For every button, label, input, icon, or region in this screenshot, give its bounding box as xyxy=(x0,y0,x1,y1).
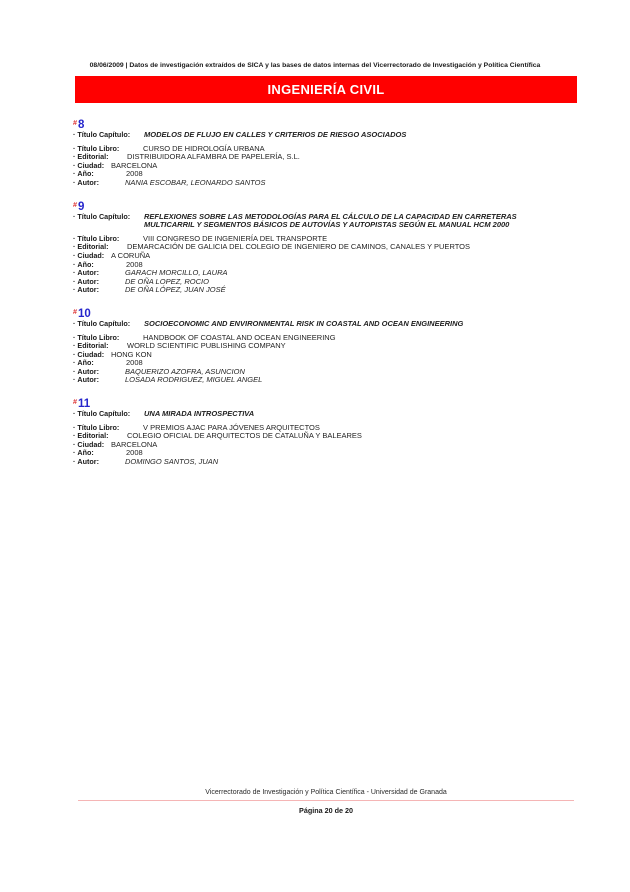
field-row-autor xyxy=(73,376,577,385)
field-label: · Ciudad: xyxy=(73,349,105,359)
field-row-titulo-capitulo xyxy=(73,213,577,230)
bullet-marker: · xyxy=(73,431,76,441)
publication-entry xyxy=(73,116,577,188)
publication-entry xyxy=(73,305,577,385)
field-label: · Autor: xyxy=(73,457,99,467)
hash-symbol: # xyxy=(73,306,77,316)
bullet-marker: · xyxy=(73,409,76,419)
field-label: · Editorial: xyxy=(73,431,109,441)
footer-institution: Vicerrectorado de Investigación y Política Científica - Universidad de Granada xyxy=(205,789,447,796)
editorial-value: DEMARCACIÓN DE GALICIA DEL COLEGIO DE INGENIERO DE CAMINOS, CANALES Y PUERTOS xyxy=(127,242,471,252)
entry-number xyxy=(73,198,577,213)
ciudad-value: BARCELONA xyxy=(111,160,158,170)
field-label: · Título Libro: xyxy=(73,143,120,153)
field-label: · Título Libro: xyxy=(73,422,120,432)
report-meta-line: 08/06/2009 | Datos de investigación extraídos de SICA y las bases de datos internas del Vicerrectorado de Investigación y Política Científica xyxy=(89,62,541,69)
field-row-autor xyxy=(73,458,577,467)
bullet-marker: · xyxy=(73,276,76,286)
bullet-marker: · xyxy=(73,439,76,449)
field-label: · Editorial: xyxy=(73,152,109,162)
editorial-value: COLEGIO OFICIAL DE ARQUITECTOS DE CATALUÑA Y BALEARES xyxy=(127,431,362,441)
titulo-capitulo-value: SOCIOECONOMIC AND ENVIRONMENTAL RISK IN COASTAL AND OCEAN ENGINEERING xyxy=(144,318,464,328)
autor-value: NANIA ESCOBAR, LEONARDO SANTOS xyxy=(125,177,266,187)
entry-number-value: 11 xyxy=(78,398,91,411)
bullet-marker: · xyxy=(73,349,76,359)
field-row-titulo-capitulo xyxy=(73,131,577,140)
field-row-titulo-capitulo xyxy=(73,320,577,329)
field-label: · Editorial: xyxy=(73,341,109,351)
field-label: · Año: xyxy=(73,448,94,458)
autor-value: DE OÑA LÓPEZ, JUAN JOSÉ xyxy=(125,285,226,295)
hash-symbol: # xyxy=(73,118,77,127)
bullet-marker: · xyxy=(73,259,76,269)
field-label: · Editorial: xyxy=(73,242,109,252)
bullet-marker: · xyxy=(73,332,76,342)
field-row-ciudad xyxy=(73,252,577,261)
field-label: · Año: xyxy=(73,358,94,368)
ciudad-value: A CORUÑA xyxy=(111,250,151,260)
publication-list xyxy=(73,116,577,477)
bullet-marker: · xyxy=(73,160,76,170)
field-row-ciudad xyxy=(73,441,577,450)
titulo-libro-value: VIII CONGRESO DE INGENIERÍA DEL TRANSPORTE xyxy=(143,233,328,243)
field-label: · Ciudad: xyxy=(73,439,105,449)
field-row-autor xyxy=(73,286,577,295)
bullet-marker: · xyxy=(73,250,76,260)
field-label: · Autor: xyxy=(73,177,99,187)
bullet-marker: · xyxy=(73,457,76,467)
bullet-marker: · xyxy=(73,177,76,187)
bullet-marker: · xyxy=(73,152,76,162)
titulo-libro-value: CURSO DE HIDROLOGÍA URBANA xyxy=(143,143,265,153)
field-label: · Título Capítulo: xyxy=(73,318,131,328)
publication-entry xyxy=(73,198,577,295)
bullet-marker: · xyxy=(73,143,76,153)
entry-number xyxy=(73,395,577,410)
anio-value: 2008 xyxy=(126,259,143,269)
field-label: · Autor: xyxy=(73,375,99,385)
anio-value: 2008 xyxy=(126,358,143,368)
field-label: · Año: xyxy=(73,169,94,179)
anio-value: 2008 xyxy=(126,448,143,458)
bullet-marker: · xyxy=(73,358,76,368)
autor-value: DE OÑA LOPEZ, ROCIO xyxy=(125,276,209,286)
field-row-ciudad xyxy=(73,351,577,360)
entry-number-value: 10 xyxy=(78,307,91,320)
bullet-marker: · xyxy=(73,211,76,221)
hash-symbol: # xyxy=(73,397,77,407)
autor-value: DOMINGO SANTOS, JUAN xyxy=(125,457,219,467)
autor-value: BAQUERIZO AZOFRA, ASUNCION xyxy=(125,366,245,376)
field-label: · Título Capítulo: xyxy=(73,211,131,221)
entry-number-value: 8 xyxy=(78,119,85,131)
field-label: · Autor: xyxy=(73,285,99,295)
bullet-marker: · xyxy=(73,169,76,179)
anio-value: 2008 xyxy=(126,169,143,179)
publication-entry xyxy=(73,395,577,467)
field-label: · Título Capítulo: xyxy=(73,130,131,139)
titulo-capitulo-value: REFLEXIONES SOBRE LAS METODOLOGÍAS PARA EL CÁLCULO DE LA CAPACIDAD EN CARRETERAS MULTICARRIL Y SEGMENTOS BÁSICOS DE AUTOVÍAS Y AUTOPISTAS SEGÚN EL MANUAL HCM 2000 xyxy=(144,211,517,230)
titulo-libro-value: HANDBOOK OF COASTAL AND OCEAN ENGINEERING xyxy=(143,332,336,342)
entry-number xyxy=(73,305,577,320)
field-label: · Autor: xyxy=(73,268,99,278)
titulo-libro-value: V PREMIOS AJAC PARA JÓVENES ARQUITECTOS xyxy=(143,422,320,432)
section-title: INGENIERÍA CIVIL xyxy=(267,82,385,97)
bullet-marker: · xyxy=(73,375,76,385)
field-label: · Ciudad: xyxy=(73,160,105,170)
section-title-banner xyxy=(75,76,577,103)
hash-symbol: # xyxy=(73,199,77,209)
field-label: · Año: xyxy=(73,259,94,269)
field-row-ciudad xyxy=(73,162,577,171)
bullet-marker: · xyxy=(73,130,76,139)
bullet-marker: · xyxy=(73,341,76,351)
bullet-marker: · xyxy=(73,285,76,295)
field-row-autor xyxy=(73,179,577,188)
bullet-marker: · xyxy=(73,318,76,328)
autor-value: LOSADA RODRIGUEZ, MIGUEL ANGEL xyxy=(125,375,263,385)
bullet-marker: · xyxy=(73,233,76,243)
field-label: · Título Libro: xyxy=(73,233,120,243)
editorial-value: DISTRIBUIDORA ALFAMBRA DE PAPELERÍA, S.L. xyxy=(127,152,300,162)
field-label: · Título Capítulo: xyxy=(73,409,131,419)
field-label: · Autor: xyxy=(73,276,99,286)
bullet-marker: · xyxy=(73,268,76,278)
field-label: · Ciudad: xyxy=(73,250,105,260)
footer-page-number: Página 20 de 20 xyxy=(299,806,353,815)
footer-divider xyxy=(78,800,574,801)
bullet-marker: · xyxy=(73,366,76,376)
editorial-value: WORLD SCIENTIFIC PUBLISHING COMPANY xyxy=(127,341,286,351)
bullet-marker: · xyxy=(73,448,76,458)
titulo-capitulo-value: UNA MIRADA INTROSPECTIVA xyxy=(144,409,255,419)
field-label: · Autor: xyxy=(73,366,99,376)
entry-number xyxy=(73,116,577,131)
autor-value: GARACH MORCILLO, LAURA xyxy=(125,268,228,278)
entry-number-value: 9 xyxy=(78,200,85,213)
bullet-marker: · xyxy=(73,422,76,432)
titulo-capitulo-value: MODELOS DE FLUJO EN CALLES Y CRITERIOS DE RIESGO ASOCIADOS xyxy=(144,130,407,139)
bullet-marker: · xyxy=(73,242,76,252)
field-label: · Título Libro: xyxy=(73,332,120,342)
field-row-titulo-capitulo xyxy=(73,410,577,419)
ciudad-value: BARCELONA xyxy=(111,439,158,449)
ciudad-value: HONG KON xyxy=(111,349,152,359)
